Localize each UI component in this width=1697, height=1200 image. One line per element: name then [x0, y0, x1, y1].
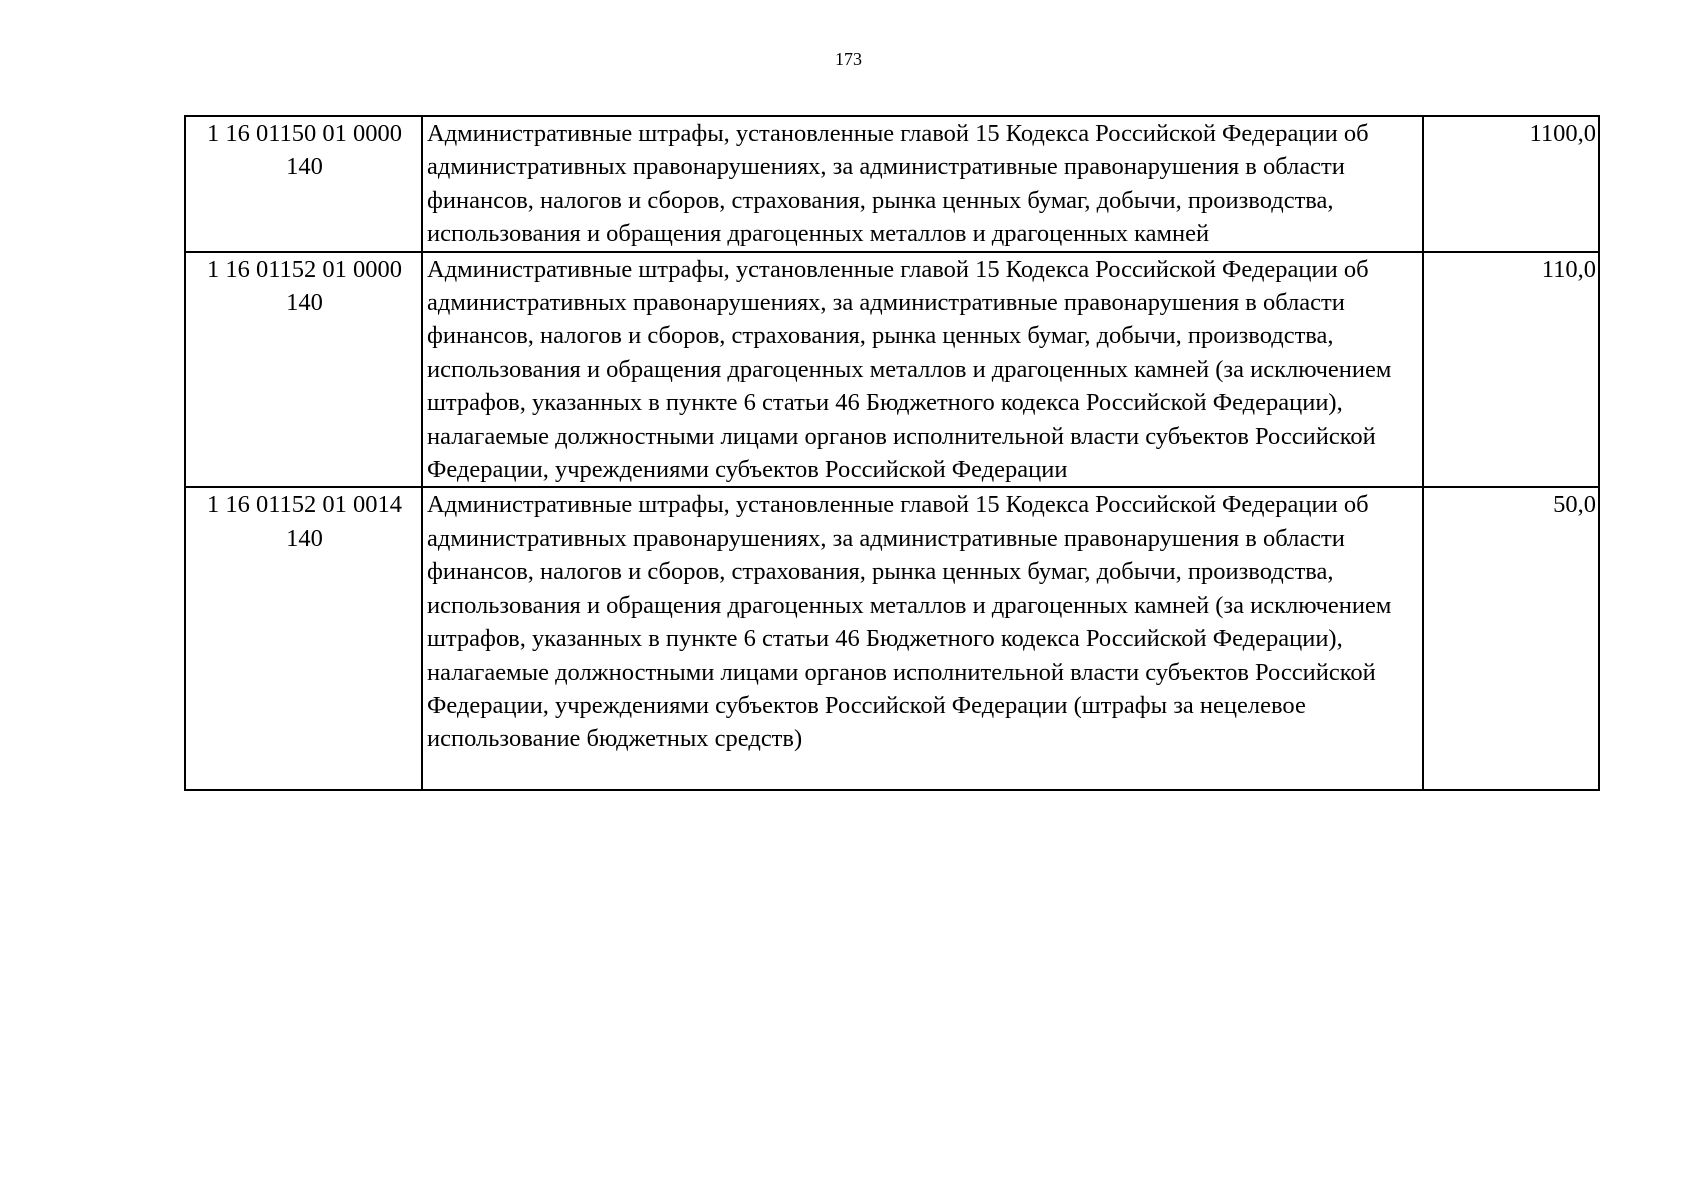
fine-amount: 1100,0	[1423, 116, 1599, 252]
budget-code: 1 16 01152 01 0014 140	[185, 487, 422, 789]
table-row	[185, 252, 1599, 488]
fine-description: Административные штрафы, установленные главой 15 Кодекса Российской Федерации об административных правонарушениях, за административные правонарушения в области финансов, налогов и сборов, страхования, рынка ценных бумаг, добычи, производства, использования и обращения драгоценных металлов и драгоценных камней	[422, 116, 1423, 252]
fine-description: Административные штрафы, установленные главой 15 Кодекса Российской Федерации об административных правонарушениях, за административные правонарушения в области финансов, налогов и сборов, страхования, рынка ценных бумаг, добычи, производства, использования и обращения драгоценных металлов и драгоценных камней (за исключением штрафов, указанных в пункте 6 статьи 46 Бюджетного кодекса Российской Федерации), налагаемые должностными лицами органов исполнительной власти субъектов Российской Федерации, учреждениями субъектов Российской Федерации	[422, 252, 1423, 488]
page-number: 173	[835, 49, 862, 69]
table-row	[185, 487, 1599, 789]
fine-amount: 110,0	[1423, 252, 1599, 488]
fine-amount: 50,0	[1423, 487, 1599, 789]
budget-code: 1 16 01152 01 0000 140	[185, 252, 422, 488]
table-row	[185, 116, 1599, 252]
budget-code: 1 16 01150 01 0000 140	[185, 116, 422, 252]
fines-table	[184, 115, 1600, 791]
fine-description: Административные штрафы, установленные главой 15 Кодекса Российской Федерации об административных правонарушениях, за административные правонарушения в области финансов, налогов и сборов, страхования, рынка ценных бумаг, добычи, производства, использования и обращения драгоценных металлов и драгоценных камней (за исключением штрафов, указанных в пункте 6 статьи 46 Бюджетного кодекса Российской Федерации), налагаемые должностными лицами органов исполнительной власти субъектов Российской Федерации, учреждениями субъектов Российской Федерации (штрафы за нецелевое использование бюджетных средств)	[422, 487, 1423, 789]
